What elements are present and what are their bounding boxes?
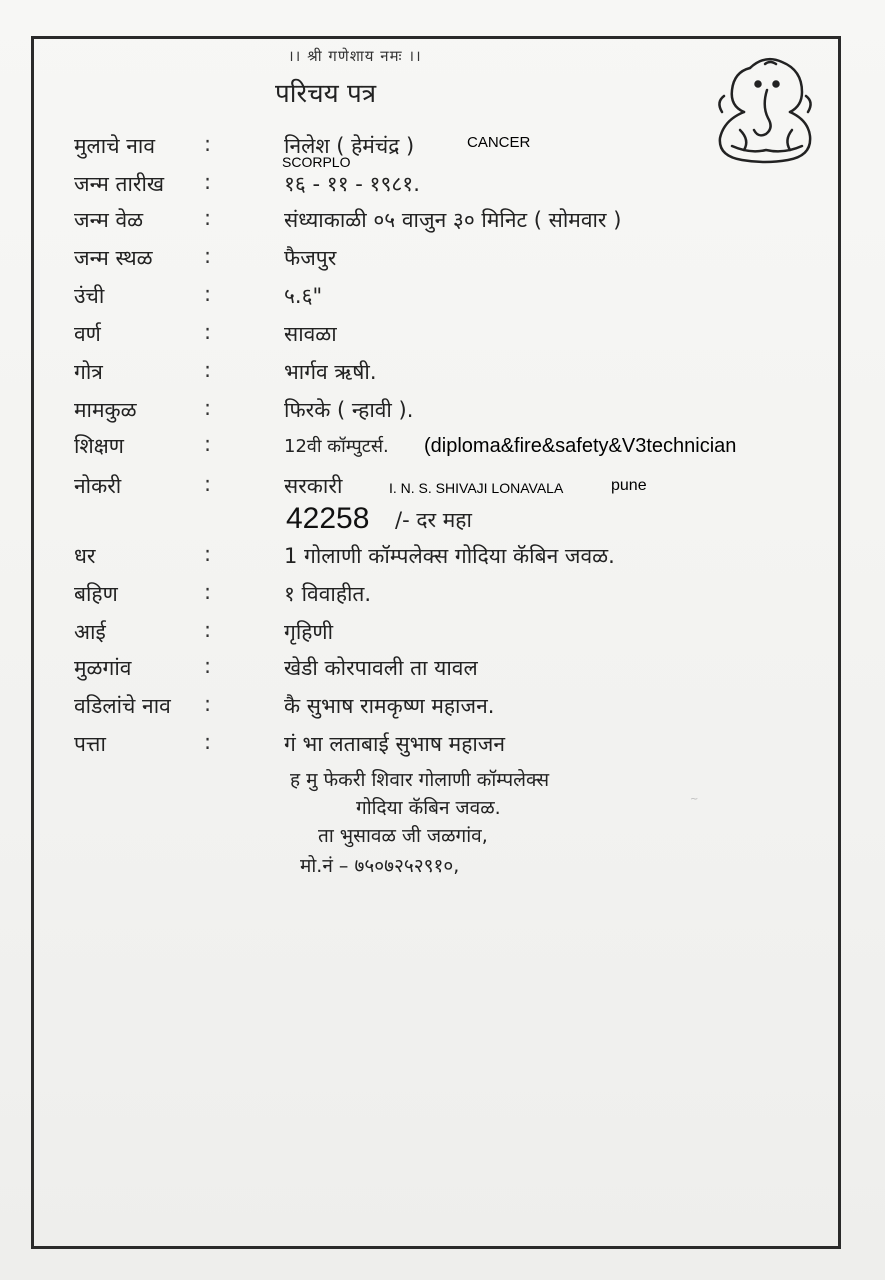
- salary-amount: 42258: [286, 502, 370, 535]
- address-line: गोदिया कॅबिन जवळ.: [356, 797, 501, 819]
- document-title: परिचय पत्र: [275, 79, 377, 109]
- field-colon: :: [204, 132, 212, 156]
- field-value: सावळा: [284, 322, 337, 346]
- field-colon: :: [204, 542, 212, 566]
- field-row-maternal-family: [0, 394, 885, 430]
- field-row-name: [0, 128, 885, 164]
- field-value: ५.६": [284, 284, 323, 308]
- field-value: फिरके ( न्हावी ).: [284, 398, 414, 422]
- field-value: गृहिणी: [284, 620, 334, 644]
- salary-suffix: /- दर महा: [395, 508, 472, 532]
- field-row-dob: [0, 166, 885, 202]
- field-colon: :: [204, 320, 212, 344]
- address-line: ता भुसावळ जी जळगांव,: [318, 825, 488, 847]
- field-value: खेडी कोरपावली ता यावल: [284, 656, 478, 680]
- field-label: वडिलांचे नाव: [74, 694, 171, 718]
- field-row-address: [0, 728, 885, 764]
- field-value: 12वी कॉम्पुटर्स.: [284, 436, 389, 457]
- field-row-gotra: [0, 356, 885, 392]
- field-value: 1 गोलाणी कॉम्पलेक्स गोदिया कॅबिन जवळ.: [284, 544, 615, 568]
- field-colon: :: [204, 396, 212, 420]
- education-extra: (diploma&fire&safety&V3technician: [424, 435, 737, 457]
- field-row-height: [0, 280, 885, 316]
- field-row-birth-time: [0, 204, 885, 240]
- invocation-text: ।। श्री गणेशाय नमः ।।: [288, 47, 422, 65]
- field-colon: :: [204, 170, 212, 194]
- field-colon: :: [204, 692, 212, 716]
- field-label: आई: [74, 620, 106, 644]
- field-colon: :: [204, 472, 212, 496]
- field-value: कै सुभाष रामकृष्ण महाजन.: [284, 694, 495, 718]
- zodiac-sign-1: CANCER: [467, 134, 531, 151]
- field-value: १६ - ११ - १९८१.: [284, 172, 420, 196]
- field-row-house: [0, 540, 885, 576]
- field-label: जन्म तारीख: [74, 172, 165, 196]
- address-line: मो.नं – ७५०७२५२९१०,: [300, 855, 460, 877]
- field-colon: :: [204, 282, 212, 306]
- field-value: १ विवाहीत.: [284, 582, 372, 606]
- field-label: उंची: [74, 284, 105, 308]
- field-label: मुलाचे नाव: [74, 134, 156, 158]
- field-label: जन्म वेळ: [74, 208, 144, 232]
- field-colon: :: [204, 730, 212, 754]
- field-label: नोकरी: [74, 474, 122, 498]
- field-colon: :: [204, 358, 212, 382]
- ink-smudge: ~: [690, 794, 699, 805]
- field-value: फैजपुर: [284, 246, 337, 270]
- field-colon: :: [204, 618, 212, 642]
- field-label: जन्म स्थळ: [74, 246, 153, 270]
- field-label: मामकुळ: [74, 398, 137, 422]
- address-line: ह मु फेकरी शिवार गोलाणी कॉम्पलेक्स: [290, 769, 550, 791]
- field-row-father-name: [0, 690, 885, 726]
- field-value: भार्गव ऋषी.: [284, 360, 377, 384]
- field-label: बहिण: [74, 582, 118, 606]
- field-label: मुळगांव: [74, 656, 132, 680]
- field-row-complexion: [0, 318, 885, 354]
- field-label: धर: [74, 544, 96, 568]
- job-place: I. N. S. SHIVAJI LONAVALA: [389, 480, 564, 496]
- field-label: वर्ण: [74, 322, 101, 346]
- field-row-native-place: [0, 652, 885, 688]
- field-label: गोत्र: [74, 360, 103, 384]
- field-value: निलेश ( हेमंचंद्र ): [284, 134, 415, 158]
- field-value: गं भा लताबाई सुभाष महाजन: [284, 732, 506, 756]
- field-label: पत्ता: [74, 732, 106, 756]
- field-colon: :: [204, 244, 212, 268]
- field-label: शिक्षण: [74, 434, 124, 458]
- field-row-sister: [0, 578, 885, 614]
- field-colon: :: [204, 654, 212, 678]
- field-value: सरकारी: [284, 474, 343, 498]
- field-colon: :: [204, 432, 212, 456]
- field-value: संध्याकाळी ०५ वाजुन ३० मिनिट ( सोमवार ): [284, 208, 622, 232]
- field-row-mother: [0, 616, 885, 652]
- job-city: pune: [611, 477, 647, 494]
- zodiac-sign-2: SCORPLO: [282, 154, 351, 170]
- field-colon: :: [204, 580, 212, 604]
- field-row-birth-place: [0, 242, 885, 278]
- field-colon: :: [204, 206, 212, 230]
